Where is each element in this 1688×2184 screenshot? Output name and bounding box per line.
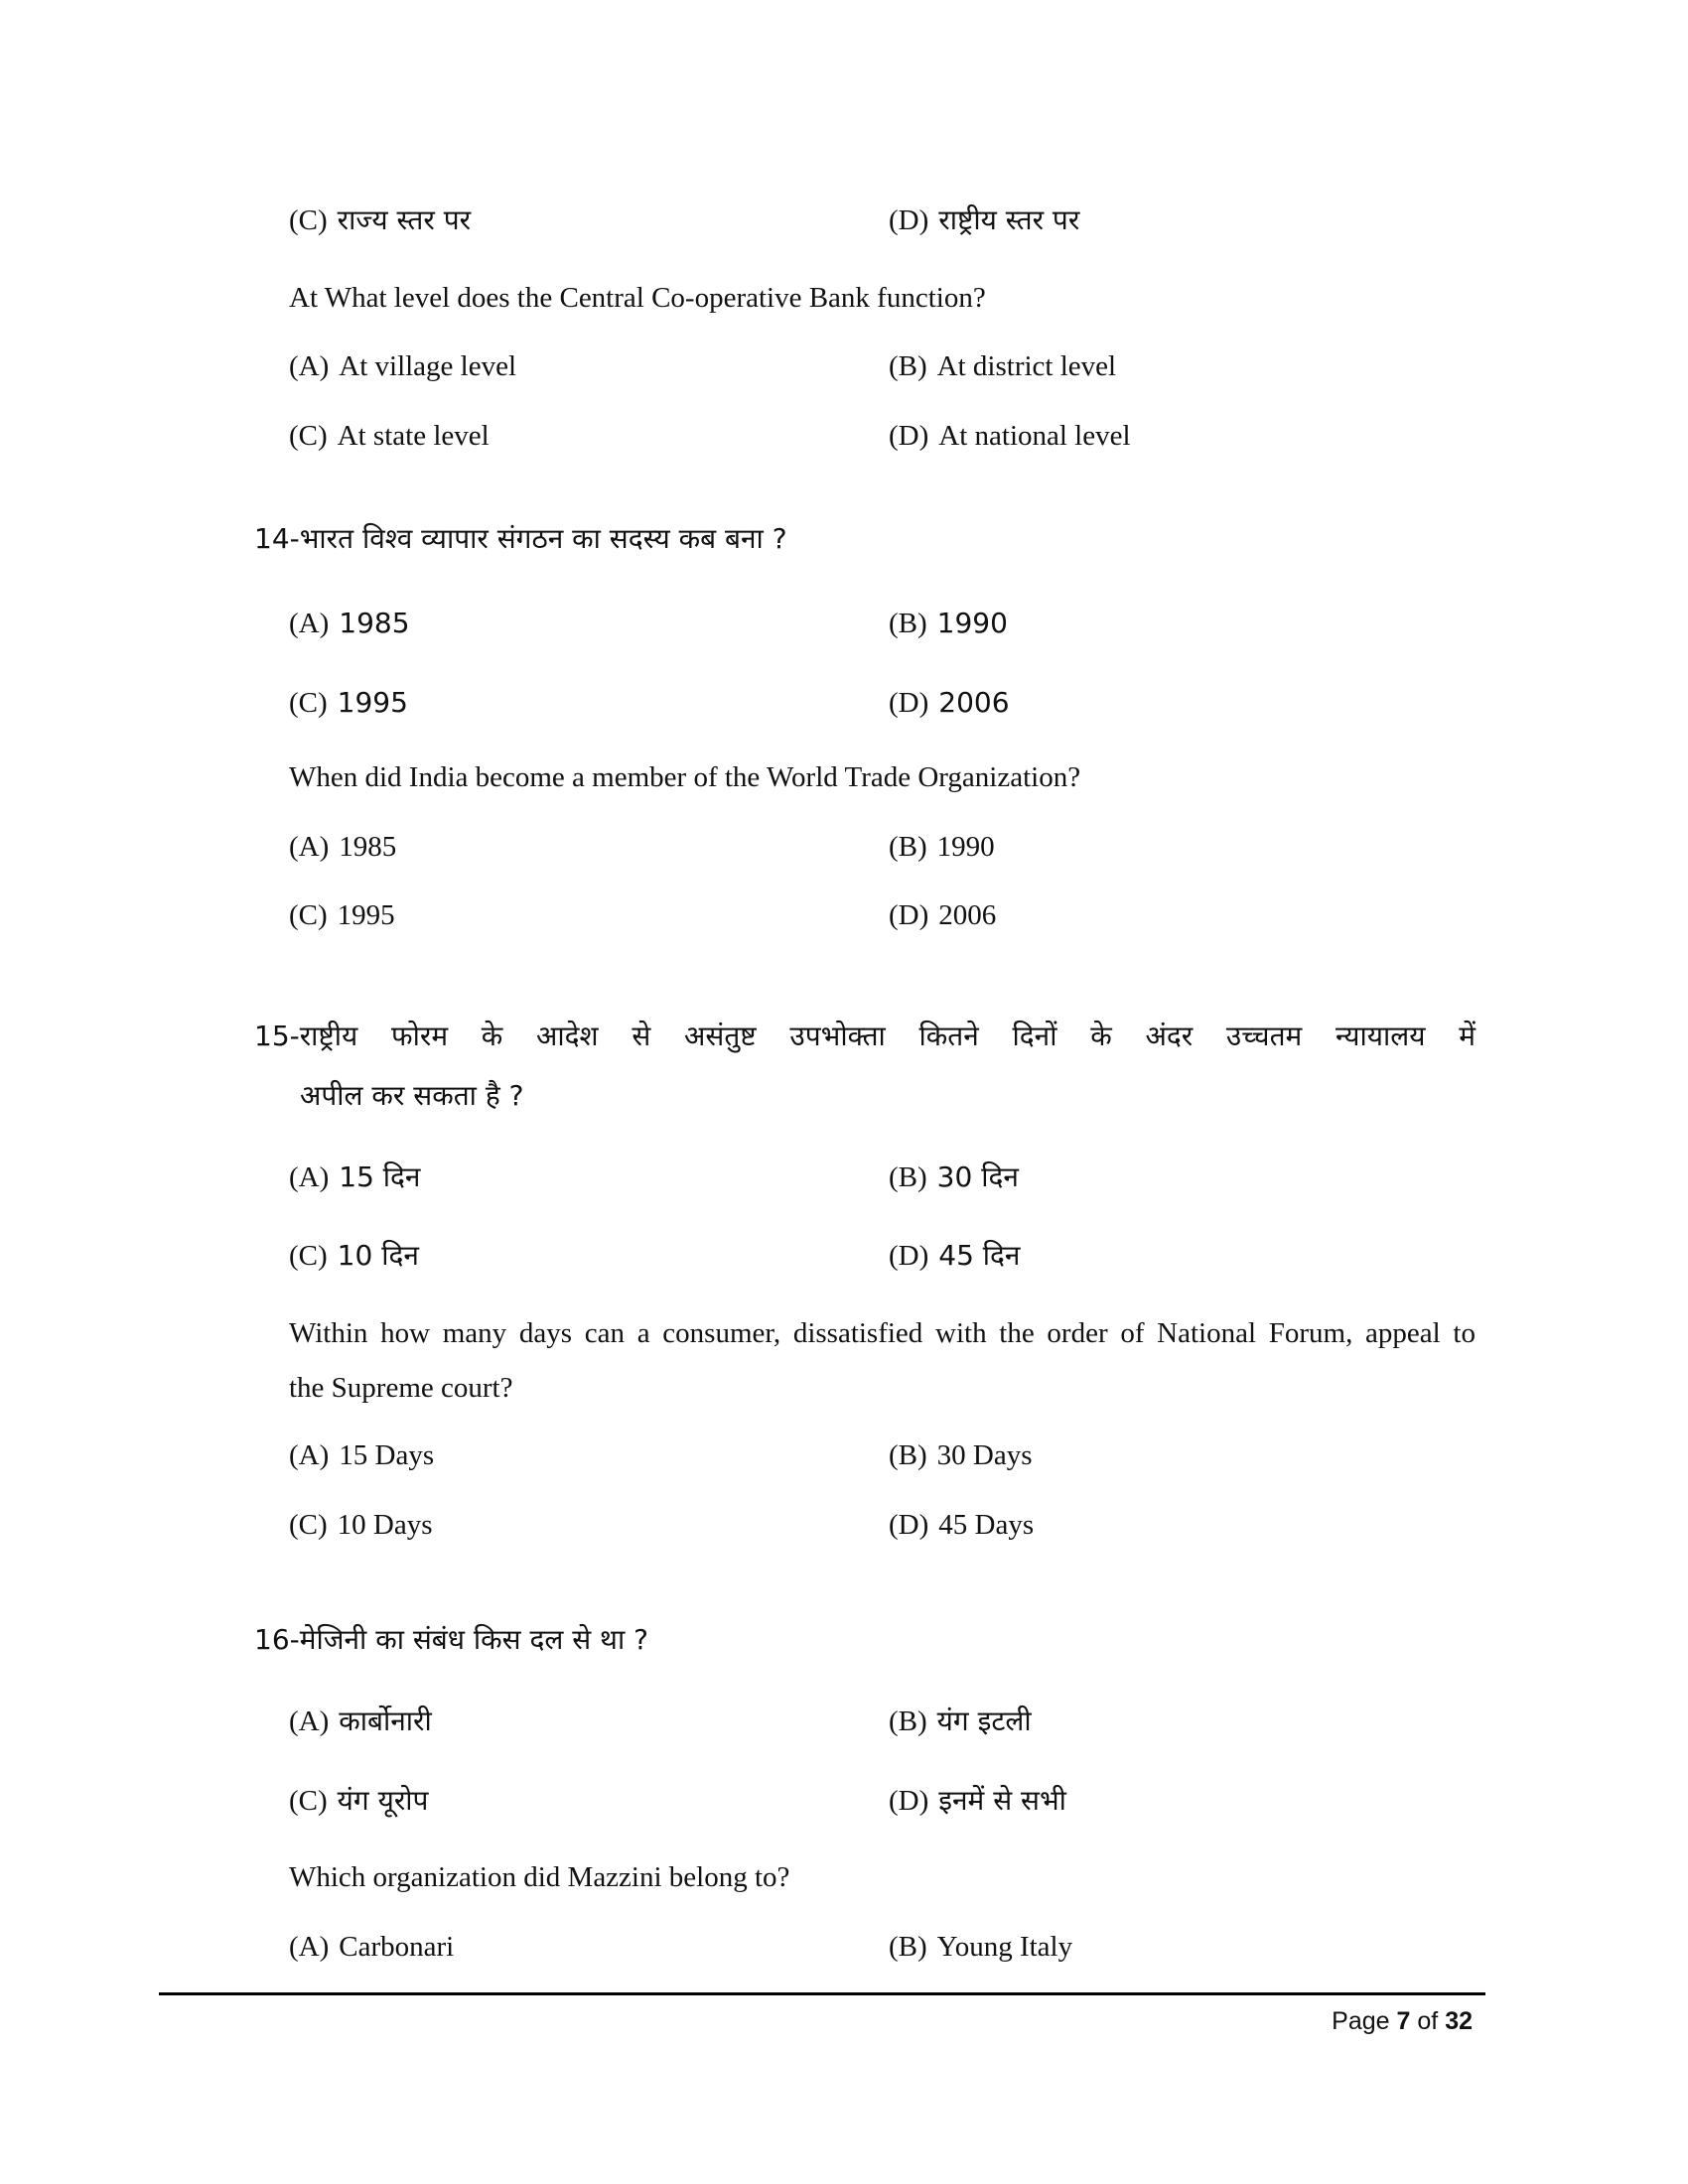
option-text: 1985 (339, 831, 397, 863)
option-label: (A) (289, 350, 330, 382)
option-text: 15 दिन (339, 1160, 421, 1193)
option-label: (A) (289, 608, 330, 639)
q14-en-option-d (889, 901, 996, 930)
q13-en-option-d (889, 422, 1131, 451)
option-label: (C) (289, 899, 328, 931)
option-label: (D) (889, 420, 929, 452)
q15-en-question-line1: Within how many days can a consumer, dissatisfied with the order of National Forum, appeal to (289, 1317, 1476, 1349)
option-text: At district level (936, 350, 1117, 382)
option-label: (D) (889, 687, 929, 719)
q15-hi-option-c (289, 1239, 419, 1272)
option-text: At national level (938, 420, 1131, 452)
option-text: 1985 (339, 607, 410, 639)
q13-en-option-a (289, 352, 516, 381)
page-word: Page (1332, 2007, 1390, 2035)
footer-divider (159, 1992, 1485, 1995)
option-label: (A) (289, 1439, 330, 1471)
option-label: (A) (289, 1706, 330, 1737)
q14-en-option-c (289, 901, 395, 930)
option-text: 15 Days (339, 1439, 435, 1471)
option-text: At state level (337, 420, 490, 452)
option-label: (D) (889, 1509, 929, 1541)
q16-hi-option-c (289, 1784, 429, 1817)
option-text: 1995 (337, 686, 408, 719)
q15-en-question-line2: the Supreme court? (289, 1372, 513, 1404)
option-label: (C) (289, 1509, 328, 1541)
option-text: 1995 (337, 899, 395, 931)
option-label: (C) (289, 687, 328, 719)
q16-hi-option-a (289, 1707, 432, 1736)
q16-en-option-b (889, 1933, 1072, 1962)
q14-en-option-b (889, 833, 995, 862)
total-pages: 32 (1445, 2007, 1473, 2035)
of-word: of (1417, 2007, 1439, 2035)
option-label: (D) (889, 205, 929, 236)
page-number (1332, 2007, 1473, 2036)
option-text: राज्य स्तर पर (337, 204, 472, 236)
option-text: 30 दिन (936, 1160, 1019, 1193)
q15-hi-option-a (289, 1160, 421, 1193)
option-text: 1990 (936, 607, 1008, 639)
option-text: 10 दिन (337, 1239, 419, 1272)
option-text: यंग इटली (936, 1705, 1032, 1737)
q16-en-question: Which organization did Mazzini belong to? (289, 1861, 790, 1893)
option-text: राष्ट्रीय स्तर पर (938, 204, 1080, 236)
option-text: 10 Days (337, 1509, 433, 1541)
option-label: (A) (289, 1931, 330, 1963)
option-text: Young Italy (936, 1931, 1073, 1963)
q15-hi-question-line2: अपील कर सकता है ? (300, 1079, 524, 1112)
option-label: (A) (289, 1161, 330, 1193)
option-label: (B) (889, 350, 927, 382)
q13-en-question: At What level does the Central Co-operative Bank function? (289, 282, 986, 314)
current-page: 7 (1396, 2007, 1411, 2035)
q14-hi-option-d (889, 686, 1010, 719)
q15-hi-option-d (889, 1239, 1021, 1272)
option-text: At village level (339, 350, 517, 382)
q15-en-option-a (289, 1441, 434, 1470)
option-label: (C) (289, 1240, 328, 1272)
q15-en-option-b (889, 1441, 1033, 1470)
option-text: 2006 (938, 686, 1010, 719)
option-text: इनमें से सभी (938, 1784, 1066, 1817)
option-text: 45 Days (938, 1509, 1035, 1541)
q14-hi-option-c (289, 686, 408, 719)
option-label: (D) (889, 1785, 929, 1817)
q14-hi-option-a (289, 607, 410, 639)
option-label: (C) (289, 205, 328, 236)
option-label: (C) (289, 1785, 328, 1817)
q15-en-option-d (889, 1511, 1034, 1540)
option-label: (B) (889, 608, 927, 639)
q14-hi-option-b (889, 607, 1008, 639)
q13-hi-option-c (289, 206, 471, 235)
option-text: 30 Days (936, 1439, 1033, 1471)
option-text: कार्बोनारी (339, 1705, 432, 1737)
q13-en-option-c (289, 422, 490, 451)
option-label: (C) (289, 420, 328, 452)
q14-hi-question: 14-भारत विश्व व्यापार संगठन का सदस्य कब बना ? (254, 522, 787, 555)
option-text: यंग यूरोप (337, 1784, 429, 1817)
q15-hi-option-b (889, 1160, 1019, 1193)
q16-hi-question: 16-मेजिनी का संबंध किस दल से था ? (254, 1623, 648, 1656)
option-label: (B) (889, 1161, 927, 1193)
q16-en-option-a (289, 1933, 454, 1962)
q14-en-option-a (289, 833, 396, 862)
option-text: 2006 (938, 899, 997, 931)
q15-hi-question-line1: 15-राष्ट्रीय फोरम के आदेश से असंतुष्ट उपभोक्ता कितने दिनों के अंदर उच्चतम न्यायालय में (254, 1020, 1476, 1052)
option-label: (D) (889, 899, 929, 931)
option-label: (B) (889, 1931, 927, 1963)
q16-hi-option-b (889, 1707, 1032, 1736)
q15-en-option-c (289, 1511, 433, 1540)
option-text: Carbonari (339, 1931, 455, 1963)
option-label: (B) (889, 1439, 927, 1471)
q13-en-option-b (889, 352, 1116, 381)
option-text: 1990 (936, 831, 995, 863)
q14-en-question: When did India become a member of the World Trade Organization? (289, 761, 1081, 793)
q13-hi-option-d (889, 206, 1079, 235)
q16-hi-option-d (889, 1784, 1066, 1817)
option-label: (B) (889, 831, 927, 863)
option-label: (A) (289, 831, 330, 863)
option-text: 45 दिन (938, 1239, 1021, 1272)
option-label: (B) (889, 1706, 927, 1737)
option-label: (D) (889, 1240, 929, 1272)
